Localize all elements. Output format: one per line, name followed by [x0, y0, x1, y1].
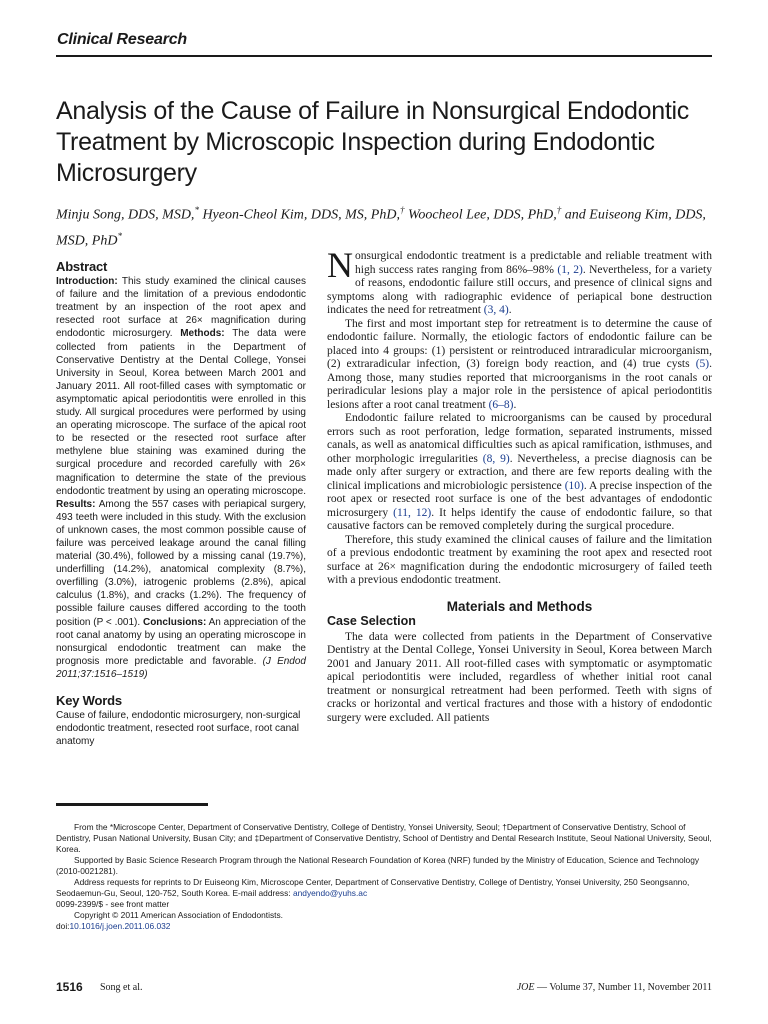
abstract-citation: (J Endod 2011;37:1516–1519): [56, 655, 306, 680]
funding-note: Supported by Basic Science Research Program through the National Research Foundation of Korea (NRF) funded by the Ministry of Education, Science and Technology (2010-0021281).: [56, 855, 700, 876]
address-text: Address requests for reprints to Dr Euiseong Kim, Microscope Center, Department of Conservative Dentistry, College of Dentistry, Yonsei University, 250 Seongsanno, Seodaemun-Gu, Seoul, 120-752, South Korea. E-mail address:: [56, 877, 690, 898]
abstract-label: Introduction:: [56, 276, 118, 288]
author-name: Minju Song, DDS, MSD,: [56, 207, 195, 223]
keywords-heading: Key Words: [56, 693, 122, 708]
author-affiliation-mark: †: [556, 205, 562, 215]
case-selection-paragraph: The data were collected from patients in the Department of Conservative Dentistry at the Dental College, Yonsei University in Seoul, Korea between March 2001 and January 2011. All root-filled cases with symptomatic or asymptomatic apical periodontitis were included, regardless of whether initial root canal treatment or nonsurgical retreatment had been performed. Teeth with signs of cracks or horizontal and vertical fractures and those with a history of endodontic surgery were excluded. All patients: [327, 630, 712, 724]
body-text: . Nevertheless, for a variety of reasons, endodontic failure still occurs, and presence of clinical signs and symptoms along with radiographic evidence of periapical bone destruction indicates the need for retreatment: [327, 263, 712, 316]
methods-heading: Materials and Methods: [446, 598, 593, 614]
journal-name: JOE: [516, 982, 535, 993]
citation-ref-link[interactable]: (10): [564, 479, 584, 492]
email-link[interactable]: andyendo@yuhs.ac: [292, 888, 368, 898]
doi-link[interactable]: 10.1016/j.joen.2011.06.032: [69, 921, 171, 931]
footnotes: [56, 822, 716, 932]
body-text: The first and most important step for retreatment is to determine the cause of endodontic failure. Normally, the etiologic factors of endodontic failure can be placed into 4 groups: (1) persistent or reintroduced intraradicular microorganism, (2) extraradicular infection, (3) foreign body reaction, and (4) true cysts: [327, 317, 712, 370]
running-author: Song et al.: [100, 982, 143, 993]
author-affiliation-mark: *: [194, 205, 199, 215]
abstract-label: Results:: [56, 498, 96, 510]
body-text: . Nevertheless, a precise diagnosis can be made only after surgery or extraction, and there are few reports dealing with the clinical implications and microbiologic persistence: [327, 452, 712, 492]
abstract-text: An appreciation of the root canal anatomy by using an operating microscope in nonsurgical endodontic treatment can make the prognosis more predictable and favorable.: [56, 616, 306, 667]
address-note: [56, 877, 716, 899]
copyright-note: Copyright © 2011 American Association of Endodontists.: [74, 910, 283, 920]
body-text: Endodontic failure related to microorganisms can be caused by procedural errors such as root perforation, ledge formation, separated instruments, missed canals, as well as anatomical difficulties such as apical ramification, isthmuses, and other morphologic irregularities: [327, 412, 712, 465]
keywords-text: Cause of failure, endodontic microsurgery, non-surgical endodontic treatment, resected root surface, root canal anatomy: [56, 710, 301, 748]
body-text: . Among those, many studies reported that microorganisms in the root canals or periradicular lesions play a major role in the persistence of apical periodontitis lesions after a root canal treatment: [327, 358, 712, 411]
issn-note: 0099-2399/$ - see front matter: [56, 899, 170, 909]
author-name: Woocheol Lee, DDS, PhD,: [407, 207, 557, 223]
body-text: . It helps identify the cause of endodontic failure, so that causative factors can be removed completely during the surgical procedure.: [327, 506, 713, 532]
main-text-column: [327, 245, 713, 725]
section-label: Clinical Research: [57, 31, 187, 48]
author-affiliation-mark: *: [117, 230, 122, 241]
doi-label: doi:: [56, 921, 70, 931]
body-text: .: [513, 398, 517, 411]
journal-issue: — Volume 37, Number 11, November 2011: [534, 982, 712, 993]
case-selection-heading: Case Selection: [327, 614, 416, 628]
author-name: Hyeon-Cheol Kim, DDS, MS, PhD,: [202, 207, 400, 223]
author-list: [56, 200, 716, 251]
footnote-rule: [56, 803, 208, 806]
body-paragraph: [327, 412, 712, 534]
dropcap: N: [327, 245, 353, 285]
abstract-text: This study examined the clinical causes of failure and the limitation of a previous endodontic treatment by an inspection of the root apex and resected root surface at 26× magnification during endodontic microsurgery.: [56, 276, 306, 340]
body-paragraph: [327, 534, 712, 588]
section-rule: [56, 55, 712, 57]
body-text: .: [508, 304, 512, 316]
page-number: 1516: [56, 980, 83, 994]
citation-ref-link[interactable]: (1, 2): [557, 263, 583, 276]
introduction-text: [327, 245, 713, 588]
body-text: onsurgical endodontic treatment is a predictable and reliable treatment with high success rates ranging from 86%–98%: [355, 250, 712, 276]
author-affiliation-mark: †: [399, 205, 405, 215]
citation-ref-link[interactable]: (5): [695, 358, 710, 370]
abstract-heading: Abstract: [56, 259, 108, 274]
article-title: Analysis of the Cause of Failure in Nonsurgical Endodontic Treatment by Microscopic Inspection during Endodontic Microsurgery: [56, 97, 689, 187]
citation-ref-link[interactable]: (3, 4): [483, 304, 509, 316]
abstract-label: Methods:: [180, 328, 225, 340]
abstract-text: The data were collected from patients in the Department of Conservative Dentistry at the Dental College, Yonsei University in Seoul, Korea between March 2001 and January 2011. All root-filled cases with symptomatic or asymptomatic apical periodontitis were enrolled in this study. All surgical procedures were performed by using an operating microscope. The surface of the apical root to be resected or the resected root surface after methylene blue staining was examined during the surgical procedure and recorded carefully with 26× magnification to determine the state of the previous endodontic treatment by using an operating microscope.: [56, 328, 307, 497]
abstract-column: [56, 260, 306, 748]
body-paragraph: [327, 318, 712, 413]
journal-info: [517, 982, 712, 993]
citation-ref-link[interactable]: (11, 12): [393, 506, 432, 519]
affiliations-note: From the *Microscope Center, Department of Conservative Dentistry, College of Dentistry, Yonsei University, Seoul; †Department of Conservative Dentistry, School of Dentistry, Pusan National University, Busan City; and ‡Department of Conservative Dentistry, School of Dentistry and Dental Research Institute, Seoul National University, Seoul, Korea.: [56, 822, 712, 854]
body-text: Therefore, this study examined the clinical causes of failure and the limitation of a previous endodontic treatment by examining the root apex and resected root surface at 26× magnification during the endodontic microsurgery of failed teeth with a previous endodontic treatment.: [327, 533, 712, 586]
body-paragraph: [327, 245, 712, 318]
body-text: . A precise inspection of the root apex or resected root surface is one of the best advantages of endodontic microsurgery: [327, 479, 713, 519]
keywords-section: [56, 694, 306, 748]
author-name: and Euiseong Kim, DDS, MSD, PhD: [56, 207, 706, 249]
doi-note: [56, 921, 716, 932]
page-footer: [56, 980, 712, 996]
abstract-text: Among the 557 cases with periapical surgery, 493 teeth were included in this study. With the exclusion of unknown cases, the most common possible cause of failure was perceived leakage around the canal filling material (30.4%), followed by a missing canal (19.7%), underfilling (14.2%), anatomical complexity (8.7%), overfilling (3.0%), iatrogenic problems (2.8%), apical calculus (1.8%), and cracks (1.2%). The frequency of possible failure causes differed according to the tooth position (P < .001).: [56, 498, 306, 628]
citation-ref-link[interactable]: (8, 9): [482, 452, 510, 465]
abstract-body: [56, 275, 306, 681]
citation-ref-link[interactable]: (6–8): [488, 398, 514, 411]
abstract-label: Conclusions:: [142, 616, 207, 628]
